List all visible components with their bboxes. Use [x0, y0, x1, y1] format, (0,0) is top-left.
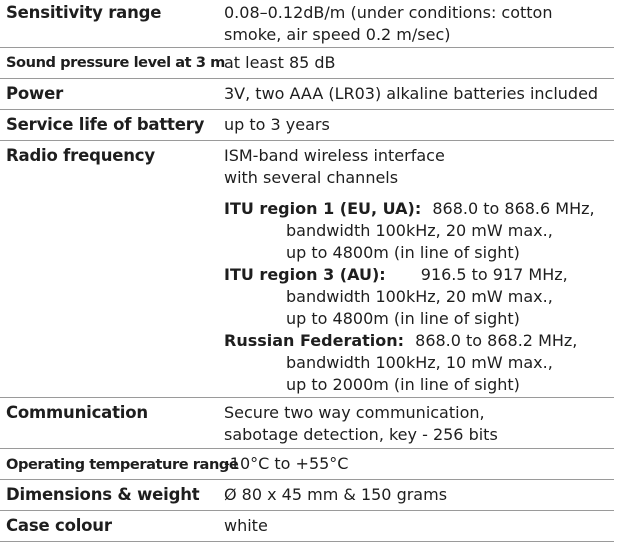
- spec-row-sound-pressure: [0, 48, 614, 79]
- region-block-russia: [224, 330, 577, 396]
- region-block-itu-3: [224, 264, 568, 330]
- spec-row-communication: [0, 398, 614, 449]
- region-name: ITU region 3 (AU):: [224, 265, 386, 284]
- value-line: at least 85 dB: [224, 53, 336, 72]
- spec-row-sensitivity: [0, 0, 614, 48]
- region-detail: up to 4800m (in line of sight): [286, 243, 520, 262]
- region-block-itu-1: [224, 198, 595, 264]
- region-header: [224, 198, 595, 220]
- spec-label: Power: [6, 84, 63, 103]
- value-line: Secure two way communication,: [224, 403, 485, 422]
- region-detail: bandwidth 100kHz, 20 mW max.,: [286, 221, 553, 240]
- region-name: ITU region 1 (EU, UA):: [224, 199, 422, 218]
- spec-value: [224, 52, 336, 74]
- spec-label: Operating temperature range: [6, 456, 239, 473]
- spec-value: [224, 453, 348, 475]
- region-frequency: 868.0 to 868.2 MHz,: [415, 331, 578, 350]
- value-line: up to 3 years: [224, 115, 330, 134]
- spec-label: Dimensions & weight: [6, 485, 200, 504]
- value-line: 0.08–0.12dB/m (under conditions: cotton: [224, 3, 553, 22]
- value-line: Ø 80 x 45 mm & 150 grams: [224, 485, 448, 504]
- value-line: ISM-band wireless interface: [224, 146, 445, 165]
- spec-value: [224, 515, 268, 537]
- value-line: 3V, two AAA (LR03) alkaline batteries included: [224, 84, 599, 103]
- spec-row-temperature: [0, 449, 614, 480]
- region-detail: up to 2000m (in line of sight): [286, 375, 520, 394]
- region-name: Russian Federation:: [224, 331, 405, 350]
- spec-label: Sound pressure level at 3 m: [6, 54, 225, 71]
- spec-row-radio-frequency: [0, 141, 614, 398]
- region-frequency: 916.5 to 917 MHz,: [420, 265, 568, 284]
- value-line: -10°C to +55°C: [224, 454, 349, 473]
- spec-value: [224, 114, 330, 136]
- region-header: [224, 264, 568, 286]
- spec-label: Case colour: [6, 516, 112, 535]
- spec-row-dimensions: [0, 480, 614, 511]
- spec-row-power: [0, 79, 614, 110]
- spec-value: [224, 145, 445, 189]
- value-line: smoke, air speed 0.2 m/sec): [224, 25, 451, 44]
- spec-value: [224, 484, 447, 506]
- spec-value: [224, 83, 598, 105]
- region-frequency: 868.0 to 868.6 MHz,: [432, 199, 595, 218]
- region-detail: up to 4800m (in line of sight): [286, 309, 520, 328]
- region-header: [224, 330, 577, 352]
- spec-label: Service life of battery: [6, 115, 205, 134]
- spec-row-case-colour: [0, 511, 614, 542]
- spec-label: Sensitivity range: [6, 3, 162, 22]
- region-detail: bandwidth 100kHz, 10 mW max.,: [286, 353, 553, 372]
- spec-value: [224, 2, 552, 46]
- value-line: with several channels: [224, 168, 399, 187]
- spec-value: [224, 402, 498, 446]
- spec-row-battery-life: [0, 110, 614, 141]
- spec-label: Communication: [6, 403, 148, 422]
- spec-label: Radio frequency: [6, 146, 155, 165]
- value-line: white: [224, 516, 268, 535]
- region-detail: bandwidth 100kHz, 20 mW max.,: [286, 287, 553, 306]
- value-line: sabotage detection, key - 256 bits: [224, 425, 498, 444]
